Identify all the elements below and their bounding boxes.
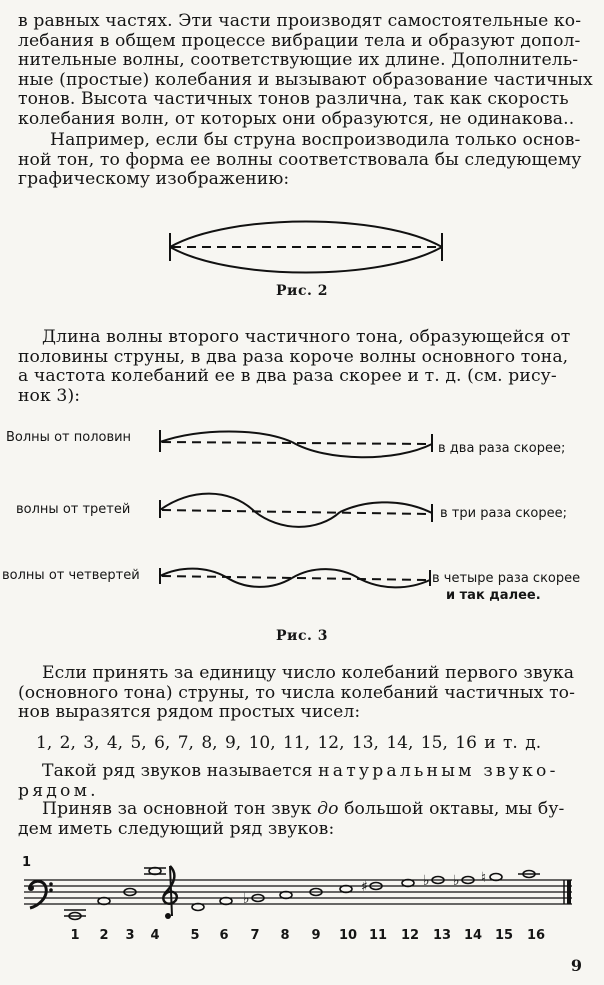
term-natural-scale: натуральным звуко- xyxy=(318,761,559,781)
text-line: ные (простые) колебания и вызывают образование частичных xyxy=(18,69,593,90)
harmonic-number: 6 xyxy=(219,928,229,943)
harmonic-number: 13 xyxy=(432,928,452,943)
text-line: нок 3): xyxy=(18,385,81,406)
text-line: графическому изображению: xyxy=(18,169,290,190)
text-span: Такой ряд звуков называется xyxy=(42,761,319,781)
svg-text:♭: ♭ xyxy=(453,873,460,889)
harmonic-number: 4 xyxy=(150,928,160,943)
text-line: (основного тона) струны, то числа колебаний частичных то- xyxy=(18,682,576,703)
wave-label-left: Волны от половин xyxy=(6,430,132,445)
figure-3-caption: Рис. 3 xyxy=(276,628,328,644)
harmonic-number: 5 xyxy=(190,928,200,943)
term-natural-scale-end: рядом. xyxy=(18,780,99,801)
figure-2-fundamental-wave xyxy=(160,215,450,275)
svg-text:♭: ♭ xyxy=(243,891,250,907)
text-line: Длина волны второго частичного тона, образующейся от xyxy=(42,327,571,347)
text-line xyxy=(18,762,584,782)
figure-3-partial-waves xyxy=(150,420,440,610)
text-line: в равных частях. Эти части производят самостоятельные ко- xyxy=(18,11,582,31)
paragraph-5 xyxy=(18,762,584,801)
harmonic-number: 2 xyxy=(99,928,109,943)
wave-thirds xyxy=(160,494,432,527)
harmonic-number: 8 xyxy=(280,928,290,943)
harmonic-number: 7 xyxy=(250,928,260,943)
text-line: лебания в общем процессе вибрации тела и образуют допол- xyxy=(18,30,581,51)
harmonic-number: 12 xyxy=(400,928,420,943)
harmonic-number: 16 xyxy=(526,928,546,943)
wave-label-left: волны от третей xyxy=(16,502,131,517)
text-line: нительные волны, соответствующие их длине. Дополнитель- xyxy=(18,50,579,71)
figure-2-caption: Рис. 2 xyxy=(276,283,328,299)
wave-label-right: в четыре раза скорее xyxy=(432,571,581,586)
harmonic-number: 10 xyxy=(338,928,358,943)
paragraph-6 xyxy=(18,800,584,839)
text-line: нов выразятся рядом простых чисел: xyxy=(18,702,361,723)
wave-label-right-continued: и так далее. xyxy=(446,588,541,603)
text-line xyxy=(18,800,584,820)
harmonic-number: 15 xyxy=(494,928,514,943)
wave-label-right: в три раза скорее; xyxy=(440,506,568,521)
text-line: половины струны, в два раза короче волны основного тона, xyxy=(18,346,569,367)
paragraph-4 xyxy=(18,664,584,723)
harmonic-number: 9 xyxy=(311,928,321,943)
wave-quarters xyxy=(160,568,430,587)
wave-label-right: в два раза скорее; xyxy=(438,441,566,456)
text-line: Если принять за единицу число колебаний первого звука xyxy=(42,663,575,683)
wave-halves xyxy=(160,430,432,457)
page-number: 9 xyxy=(570,956,582,975)
paragraph-1 xyxy=(18,11,593,130)
harmonic-number: 1 xyxy=(70,928,80,943)
paragraph-2 xyxy=(18,131,584,190)
harmonic-number: 14 xyxy=(463,928,483,943)
note-name-do: до xyxy=(317,799,339,819)
text-line: тонов. Высота частичных тонов различна, так как скорость xyxy=(18,89,569,110)
svg-text:♭: ♭ xyxy=(423,873,430,889)
paragraph-3 xyxy=(18,328,584,406)
text-line: колебания волн, от которых они образуются, не одинакова.. xyxy=(18,108,575,129)
harmonic-series-staff xyxy=(20,860,580,926)
text-line: а частота колебаний ее в два раза скорее и т. д. (см. рису- xyxy=(18,366,557,387)
text-span: Приняв за основной тон звук xyxy=(42,799,318,819)
harmonic-number: 3 xyxy=(125,928,135,943)
text-line: ной тон, то форма ее волны соответствовала бы следующему xyxy=(18,149,582,170)
text-span: большой октавы, мы бу- xyxy=(338,799,565,819)
svg-text:♮: ♮ xyxy=(481,870,487,886)
text-line: Например, если бы струна воспроизводила только основ- xyxy=(50,130,581,150)
number-series: 1, 2, 3, 4, 5, 6, 7, 8, 9, 10, 11, 12, 13, 14, 15, 16 и т. д. xyxy=(36,733,542,753)
staff-number: 1 xyxy=(22,855,32,870)
svg-text:♯: ♯ xyxy=(361,879,368,895)
text-line: дем иметь следующий ряд звуков: xyxy=(18,818,335,839)
harmonic-number: 11 xyxy=(368,928,388,943)
wave-label-left: волны от четвертей xyxy=(2,568,140,583)
